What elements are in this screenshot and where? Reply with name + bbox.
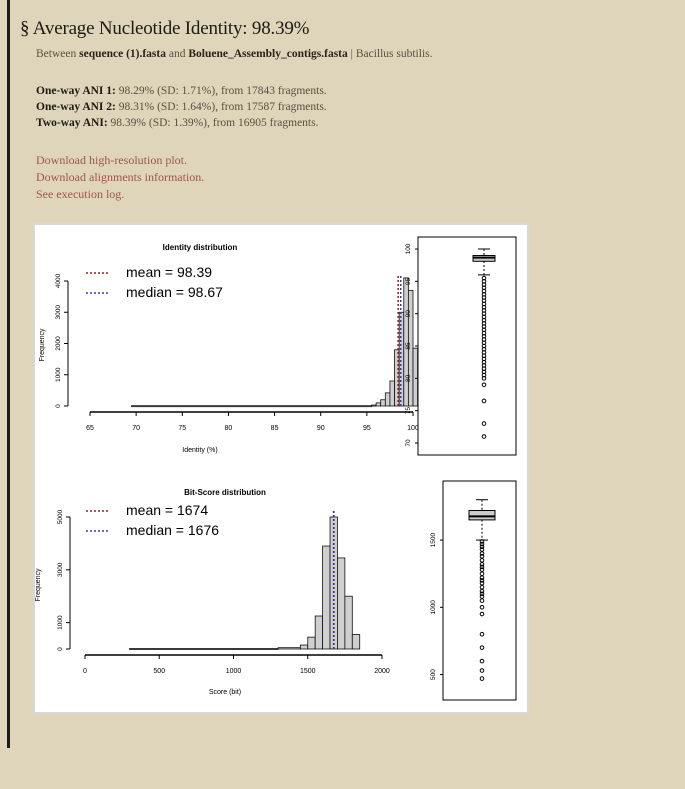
legend-label: mean = 1674 bbox=[126, 502, 209, 518]
boxplot-tick-label: 100 bbox=[405, 243, 412, 255]
y-tick-label: 5000 bbox=[57, 509, 64, 525]
boxplot-tick-label: 1000 bbox=[430, 600, 437, 615]
download-plot-link[interactable]: Download high-resolution plot. bbox=[36, 153, 187, 167]
boxplot-outlier bbox=[480, 606, 484, 610]
y-tick-label: 2000 bbox=[55, 336, 62, 351]
stat-row bbox=[36, 99, 327, 115]
legend-label: median = 1676 bbox=[126, 522, 220, 538]
left-border bbox=[7, 0, 10, 748]
execution-log-link[interactable]: See execution log. bbox=[36, 187, 125, 201]
comparison-subtitle bbox=[36, 48, 432, 60]
x-tick-label: 2000 bbox=[374, 668, 390, 675]
histogram-bar bbox=[308, 637, 315, 649]
page-title: § Average Nucleotide Identity: 98.39% bbox=[20, 18, 310, 39]
file1-name: sequence (1).fasta bbox=[79, 48, 166, 60]
boxplot-tick-label: 85 bbox=[405, 342, 412, 350]
x-tick-label: 65 bbox=[86, 425, 94, 432]
histogram-bar bbox=[385, 393, 390, 406]
boxplot-tick-label: 90 bbox=[405, 310, 412, 318]
histogram-bar bbox=[413, 348, 418, 406]
stat-row bbox=[36, 83, 327, 99]
stat-value: 98.31% (SD: 1.64%), from 17587 fragments. bbox=[118, 101, 327, 113]
x-axis-label: Identity (%) bbox=[182, 447, 218, 454]
y-axis-label: Frequency bbox=[35, 568, 42, 602]
histogram-bar bbox=[404, 278, 409, 406]
boxplot-tick-label: 95 bbox=[405, 277, 412, 285]
stat-label: One-way ANI 2: bbox=[36, 101, 116, 113]
boxplot-outlier bbox=[480, 677, 484, 681]
boxplot-tick-label: 70 bbox=[405, 439, 412, 447]
boxplot-outlier bbox=[482, 399, 486, 403]
boxplot-outlier bbox=[482, 422, 486, 426]
y-axis-label: Frequency bbox=[39, 328, 46, 362]
ani-plot bbox=[35, 225, 527, 712]
links bbox=[36, 152, 204, 203]
histogram-bar bbox=[315, 616, 322, 649]
histogram-bar bbox=[376, 403, 381, 406]
histogram-bar bbox=[345, 596, 352, 649]
histogram-bar bbox=[130, 648, 278, 649]
chart-title: Bit-Score distribution bbox=[184, 488, 266, 497]
x-tick-label: 95 bbox=[362, 425, 371, 432]
stat-value: 98.29% (SD: 1.71%), from 17843 fragments. bbox=[118, 85, 327, 97]
boxplot-outlier bbox=[482, 435, 486, 439]
x-tick-label: 1500 bbox=[299, 668, 316, 675]
boxplot-tick-label: 80 bbox=[405, 374, 412, 382]
y-tick-label: 4000 bbox=[55, 273, 62, 289]
x-tick-label: 70 bbox=[132, 425, 141, 432]
boxplot-outlier bbox=[480, 612, 484, 616]
x-tick-label: 0 bbox=[83, 668, 87, 675]
boxplot-outlier bbox=[480, 558, 484, 562]
boxplot-frame bbox=[418, 237, 516, 455]
and-label: and bbox=[168, 48, 186, 60]
stat-label: Two-way ANI: bbox=[36, 117, 108, 129]
chart-title: Identity distribution bbox=[162, 243, 238, 252]
ani-stats bbox=[36, 83, 327, 131]
boxplot-tick-label: 500 bbox=[430, 669, 437, 680]
histogram-bar bbox=[300, 645, 307, 649]
y-tick-label: 3000 bbox=[57, 562, 64, 578]
x-tick-label: 1000 bbox=[225, 668, 242, 675]
x-tick-label: 100 bbox=[407, 425, 419, 432]
x-tick-label: 500 bbox=[153, 668, 166, 675]
stat-value: 98.39% (SD: 1.39%), from 16905 fragments. bbox=[110, 117, 319, 129]
boxplot-box bbox=[469, 510, 495, 519]
boxplot-outlier bbox=[480, 585, 484, 589]
boxplot-tick-label: 1500 bbox=[430, 532, 437, 548]
y-tick-label: 0 bbox=[57, 647, 64, 651]
histogram-bar bbox=[132, 406, 372, 407]
y-tick-label: 3000 bbox=[55, 305, 62, 320]
stat-label: One-way ANI 1: bbox=[36, 85, 116, 97]
histogram-bar bbox=[390, 381, 395, 406]
file2-name: Boluene_Assembly_contigs.fasta bbox=[188, 48, 348, 60]
y-tick-label: 1000 bbox=[57, 615, 64, 630]
histogram-bar bbox=[323, 546, 330, 649]
organism: Bacillus subtilis. bbox=[355, 48, 433, 60]
boxplot-outlier bbox=[480, 659, 484, 663]
boxplot-outlier bbox=[480, 572, 484, 576]
x-tick-label: 85 bbox=[270, 425, 279, 432]
histogram-bar bbox=[399, 312, 404, 406]
boxplot-outlier bbox=[482, 383, 486, 387]
boxplot-tick-label: 75 bbox=[405, 407, 412, 415]
x-tick-label: 90 bbox=[316, 425, 325, 432]
stat-row bbox=[36, 115, 327, 131]
plot-svg bbox=[35, 225, 527, 712]
separator: | bbox=[350, 48, 353, 60]
histogram-bar bbox=[278, 648, 300, 649]
histogram-bar bbox=[381, 400, 386, 406]
x-tick-label: 75 bbox=[178, 425, 187, 432]
boxplot-outlier bbox=[480, 646, 484, 650]
histogram-bar bbox=[337, 558, 344, 649]
histogram-bar bbox=[352, 634, 359, 649]
between-label: Between bbox=[36, 48, 77, 60]
y-tick-label: 1000 bbox=[55, 367, 62, 382]
download-alignments-link[interactable]: Download alignments information. bbox=[36, 170, 205, 184]
x-tick-label: 80 bbox=[224, 425, 233, 432]
boxplot-outlier bbox=[480, 632, 484, 636]
histogram-bar bbox=[371, 405, 376, 406]
boxplot-outlier bbox=[480, 669, 484, 673]
x-axis-label: Score (bit) bbox=[208, 689, 242, 696]
y-tick-label: 0 bbox=[55, 404, 62, 408]
legend-label: mean = 98.39 bbox=[126, 264, 213, 280]
boxplot-outlier bbox=[480, 599, 484, 603]
legend-label: median = 98.67 bbox=[126, 284, 223, 300]
